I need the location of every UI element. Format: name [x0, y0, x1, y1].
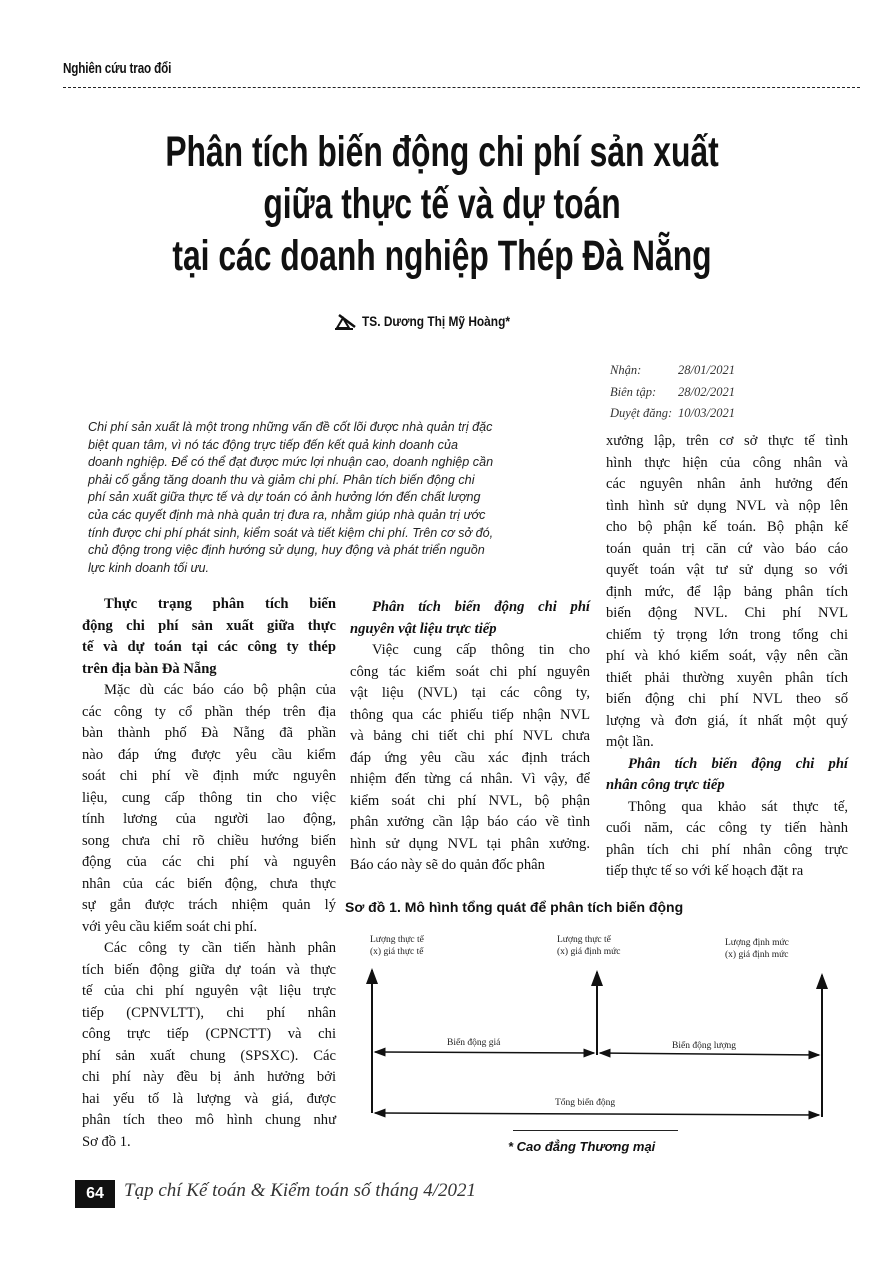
diagram-title: Sơ đồ 1. Mô hình tổng quát để phân tích biến động: [345, 899, 684, 915]
text-line: công trực tiếp (CPNCTT) và chi: [82, 1026, 336, 1042]
quantity-variance-arrow: [600, 1053, 819, 1055]
article-title: [0, 126, 884, 282]
text-line: chiếm tỷ trọng lớn trong tổng chi: [606, 626, 848, 643]
text-line: Việc cung cấp thông tin cho: [372, 642, 590, 658]
text-line: vật liệu (NVL) tại các công ty,: [350, 685, 590, 701]
paragraph: [350, 640, 590, 877]
total-variance-arrow: [375, 1113, 819, 1115]
text-line: hình thực hiện của công nhân và: [606, 454, 848, 471]
text-line: lượng và đơn giá, ít nhất một quý: [606, 712, 848, 729]
text-line: nhân công trực tiếp: [606, 777, 725, 793]
text-line: Phân tích biến động chi phí: [372, 599, 590, 615]
text-line: doanh nghiệp. Để có thể đạt được mức lợi nhuận cao, doanh nghiệp cần: [88, 455, 494, 470]
title-line: giữa thực tế và dự toán: [263, 180, 621, 228]
section-heading: [350, 597, 590, 640]
footnote-rule: [513, 1130, 678, 1131]
node-line: Lượng thực tế: [557, 935, 611, 945]
abstract: [88, 419, 588, 577]
text-line: phí sản xuất chung (SPSXC). Các: [82, 1047, 336, 1064]
quantity-variance-label: Biến động lượng: [672, 1041, 737, 1051]
text-line: của các quyết định mà nhà quản trị đưa ra, nhằm giúp nhà quản trị ước: [88, 507, 486, 522]
text-line: định mức, để lập bảng phân tích: [606, 583, 848, 600]
price-variance-label: Biến động giá: [447, 1038, 501, 1048]
text-line: chủ động trong việc định hướng sử dụng, huy động và phát triển nguồn: [88, 543, 485, 558]
node-line: Lượng định mức: [725, 938, 789, 948]
diagram-node: [725, 937, 789, 961]
total-variance-label: Tổng biến động: [555, 1098, 616, 1108]
node-line: (x) giá định mức: [557, 947, 621, 957]
text-line: cho bộ phận kế toán. Bộ phận kế: [606, 519, 848, 535]
date-label: Biên tập:: [610, 384, 657, 399]
text-line: song chưa chỉ rõ chiều hướng biến: [82, 832, 336, 849]
date-value: 10/03/2021: [678, 406, 735, 420]
section-label: Nghiên cứu trao đổi: [63, 60, 172, 77]
text-line: tế của chi phí nguyên vật liệu trực: [82, 983, 336, 999]
text-line: Chi phí sản xuất là một trong những vấn đề cốt lõi được nhà quản trị đặc: [88, 420, 493, 434]
text-line: thiết phải thường xuyên phân tích: [606, 669, 848, 686]
pen-icon: [335, 312, 359, 330]
text-line: biến động NVL. Chi phí NVL: [606, 605, 848, 621]
header-rule: [63, 87, 860, 88]
node-line: (x) giá thực tế: [370, 947, 424, 957]
text-line: nhiệm đến từng cá nhân. Vì vậy, để: [350, 771, 590, 787]
text-line: quyết toán vật tư sử dụng so với: [606, 562, 848, 578]
text-line: trên địa bàn Đà Nẵng: [82, 660, 217, 677]
paragraph: [82, 938, 336, 1153]
paragraph: [82, 680, 336, 938]
text-line: xưởng lập, trên cơ sở thực tế tình: [606, 433, 848, 449]
text-line: phân xưởng cần lập báo cáo về tình: [350, 814, 590, 830]
text-line: một lần.: [606, 734, 654, 750]
text-line: sự gắn được trách nhiệm quản lý: [82, 897, 336, 913]
text-line: phải cố gắng tăng doanh thu và giảm chi phí. Phân tích biến động chi: [88, 472, 475, 487]
text-line: phân tích chi phí nhân công trực: [606, 841, 848, 858]
section-heading: [82, 594, 336, 680]
text-line: Thực trạng phân tích biến: [104, 596, 336, 612]
journal-name: Tạp chí Kế toán & Kiểm toán số tháng 4/2021: [124, 1180, 477, 1201]
date-value: 28/01/2021: [678, 363, 735, 377]
text-line: Thông qua khảo sát thực tế,: [628, 798, 848, 815]
text-line: phân tích theo mô hình chung như: [82, 1112, 336, 1128]
text-line: soát chi phí về định mức nguyên: [82, 768, 336, 784]
text-line: đáp ứng yêu cầu xác định trách: [350, 749, 590, 766]
text-line: lực kinh doanh tối ưu.: [88, 560, 209, 575]
text-line: nào đáp ứng được yêu cầu kiểm: [82, 746, 336, 763]
title-line: tại các doanh nghiệp Thép Đà Nẵng: [172, 232, 712, 280]
text-line: hai yếu tố là lượng và giá, được: [82, 1090, 336, 1107]
text-line: thông qua các phiếu tiếp nhận NVL: [350, 706, 590, 723]
diagram-node: [370, 934, 424, 958]
article-dates: [610, 360, 735, 425]
text-line: biệt quan tâm, vì nó tác động trực tiếp đến kết quả kinh doanh của: [88, 437, 458, 452]
column-3: [606, 431, 848, 883]
text-line: bàn thành phố Đà Nẵng đã phần: [82, 725, 336, 741]
text-line: Các công ty cần tiến hành phân: [104, 940, 336, 956]
text-line: và bảng chi tiết chi phí NVL chưa: [350, 728, 590, 744]
text-line: động chi phí sản xuất giữa thực: [82, 617, 336, 634]
column-1: [82, 594, 336, 1153]
text-line: công tác kiểm soát chi phí nguyên: [350, 663, 590, 680]
text-line: nhân của các biến động, chưa thực: [82, 875, 336, 892]
title-line: Phân tích biến động chi phí sản xuất: [165, 128, 719, 176]
text-line: các nguyên nhân ảnh hưởng đến: [606, 476, 848, 492]
text-line: Mặc dù các báo cáo bộ phận của: [104, 682, 336, 698]
text-line: tế và dự toán tại các công ty thép: [82, 639, 336, 655]
text-line: với yêu cầu kiểm soát chi phí.: [82, 918, 258, 935]
date-edited: [610, 382, 735, 404]
node-line: (x) giá định mức: [725, 950, 789, 960]
date-received: [610, 360, 735, 382]
author-name: TS. Dương Thị Mỹ Hoàng*: [362, 313, 510, 329]
text-line: các công ty cổ phần thép trên địa: [82, 703, 336, 720]
text-line: tiếp thực tế so với kế hoạch đặt ra: [606, 863, 804, 879]
date-approved: [610, 403, 735, 425]
section-heading: [606, 754, 848, 797]
date-label: Duyệt đăng:: [610, 406, 673, 420]
text-line: Báo cáo này sẽ do quản đốc phân: [350, 857, 545, 873]
text-line: cuối năm, các công ty tiến hành: [606, 820, 848, 836]
text-line: tình hình sử dụng NVL và nộp lên: [606, 497, 848, 514]
text-line: Phân tích biến động chi phí: [628, 755, 848, 772]
text-line: tính được chi phí phát sinh, kiểm soát và tiết kiệm chi phí. Trên cơ sở đó,: [88, 525, 494, 540]
date-value: 28/02/2021: [678, 384, 735, 399]
paragraph: [606, 431, 848, 754]
column-2: [350, 597, 590, 877]
text-line: Sơ đồ 1.: [82, 1133, 131, 1150]
node-line: Lượng thực tế: [370, 935, 424, 945]
author-affiliation: * Cao đẳng Thương mại: [508, 1139, 656, 1154]
text-line: phí sản xuất giữa thực tế và dự toán có ảnh hưởng lớn đến chất lượng: [88, 490, 481, 505]
price-variance-arrow: [375, 1052, 594, 1053]
text-line: hình sử dụng NVL tại phân xưởng.: [350, 835, 590, 852]
page-number: 64: [75, 1180, 115, 1208]
text-line: biến động chi phí NVL theo số: [606, 691, 848, 707]
text-line: tiếp (CPNVLTT), chi phí nhân: [82, 1004, 336, 1021]
text-line: nguyên vật liệu trực tiếp: [350, 620, 497, 637]
author-byline: [335, 312, 536, 330]
text-line: toán quản trị căn cứ vào báo cáo: [606, 540, 848, 557]
paragraph: [606, 797, 848, 883]
text-line: động của các chi phí và nguyên: [82, 854, 336, 870]
diagram-node: [557, 934, 620, 958]
text-line: tính lương của người lao động,: [82, 811, 336, 827]
date-label: Nhận:: [610, 363, 642, 377]
text-line: tích biến động giữa dự toán và thực: [82, 961, 336, 978]
text-line: phí và khó kiểm soát, vậy nên cần: [606, 648, 848, 664]
text-line: liệu, cung cấp thông tin cho việc: [82, 789, 336, 806]
text-line: chi phí này đều bị ảnh hưởng bởi: [82, 1069, 336, 1085]
text-line: kiểm soát chi phí NVL, bộ phận: [350, 792, 590, 809]
